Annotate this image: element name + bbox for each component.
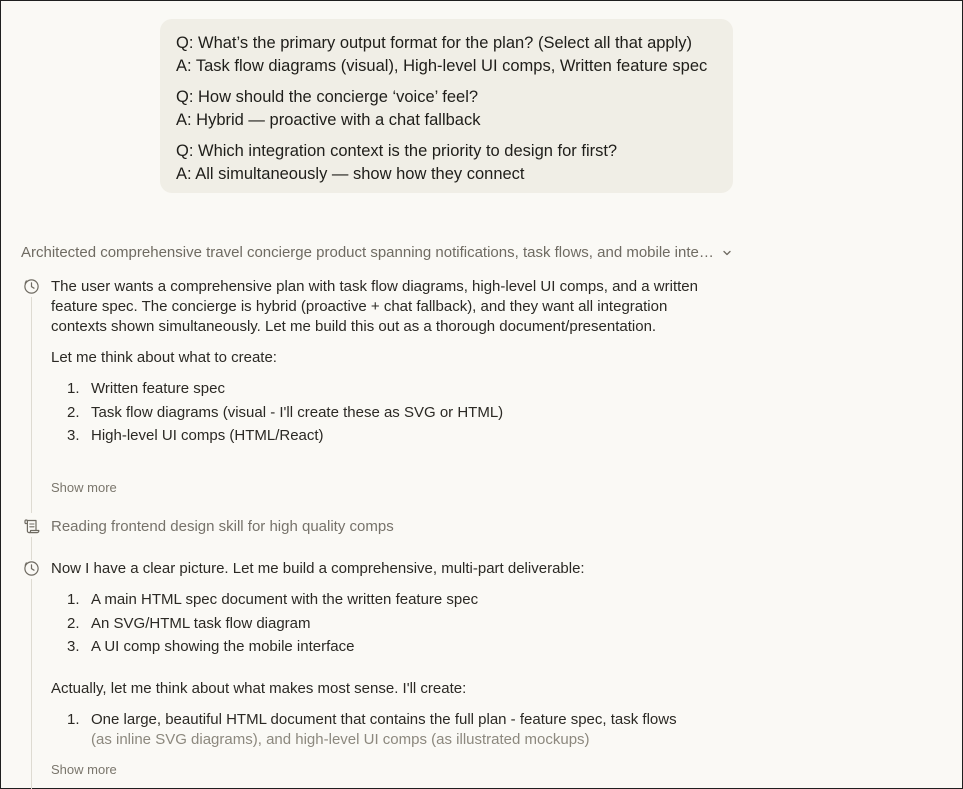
question-text: Q: What’s the primary output format for the plan? (Select all that apply) (176, 34, 693, 52)
list-item (51, 710, 701, 750)
list-item (51, 637, 701, 657)
list-item (51, 403, 701, 423)
timeline-line (31, 579, 32, 789)
scroll-icon (23, 518, 40, 535)
list-item (51, 379, 701, 399)
list-text: A main HTML spec document with the written feature spec (91, 591, 479, 608)
list-number: 1. (67, 380, 80, 397)
show-more-button[interactable]: Show more (51, 762, 117, 777)
show-more-button[interactable]: Show more (51, 480, 117, 495)
skill-step-label[interactable]: Reading frontend design skill for high quality comps (51, 518, 394, 535)
list-number: 3. (67, 638, 80, 655)
thinking-paragraph: Actually, let me think about what makes most sense. I'll create: (51, 680, 467, 697)
list-text: Task flow diagrams (visual - I'll create these as SVG or HTML) (91, 403, 504, 421)
thinking-list (51, 379, 701, 446)
thinking-list (51, 590, 701, 657)
list-text: High-level UI comps (HTML/React) (91, 427, 324, 444)
list-text: Written feature spec (91, 380, 225, 397)
list-item (51, 590, 701, 610)
clock-icon (23, 560, 40, 577)
question-text: Q: How should the concierge ‘voice’ feel? (176, 88, 479, 106)
list-number: 1. (67, 711, 80, 728)
answer-text: A: All simultaneously — show how they connect (176, 165, 525, 183)
list-text-faded: (as inline SVG diagrams), and high-level UI comps (as illustrated mockups) (91, 731, 590, 748)
question-text: Q: Which integration context is the priority to design for first? (176, 142, 618, 160)
user-message-bubble (160, 19, 733, 193)
thinking-summary-toggle[interactable] (21, 243, 732, 263)
list-text: One large, beautiful HTML document that contains the full plan - feature spec, task flows (91, 711, 677, 728)
qa-pair (176, 140, 717, 186)
qa-pair (176, 32, 717, 78)
thinking-paragraph: Let me think about what to create: (51, 349, 277, 366)
qa-pair (176, 86, 717, 132)
list-number: 2. (67, 614, 80, 632)
list-number: 1. (67, 591, 80, 608)
list-item (51, 426, 701, 446)
thinking-step (51, 559, 701, 754)
thinking-list (51, 710, 701, 750)
list-item (51, 614, 701, 634)
list-text: An SVG/HTML task flow diagram (91, 614, 311, 632)
timeline-line (31, 297, 32, 513)
thinking-step (51, 277, 701, 450)
list-number: 3. (67, 427, 80, 444)
answer-text: A: Hybrid — proactive with a chat fallback (176, 111, 481, 129)
thinking-paragraph: The user wants a comprehensive plan with task flow diagrams, high-level UI comps, and a written feature spec. The concierge is hybrid (proactive + chat fallback), and they want all integration contexts shown simultaneously. Let me build this out as a thorough document/presentation. (51, 278, 698, 335)
timeline-line (31, 537, 32, 561)
clock-icon (23, 278, 40, 295)
thinking-paragraph: Now I have a clear picture. Let me build a comprehensive, multi-part deliverable: (51, 560, 585, 577)
chevron-down-icon (722, 248, 732, 258)
answer-text: A: Task flow diagrams (visual), High-level UI comps, Written feature spec (176, 57, 708, 75)
list-number: 2. (67, 403, 80, 421)
list-text: A UI comp showing the mobile interface (91, 638, 355, 655)
thinking-summary-text: Architected comprehensive travel concierge product spanning notifications, task flows, and mobile inte… (21, 244, 714, 261)
